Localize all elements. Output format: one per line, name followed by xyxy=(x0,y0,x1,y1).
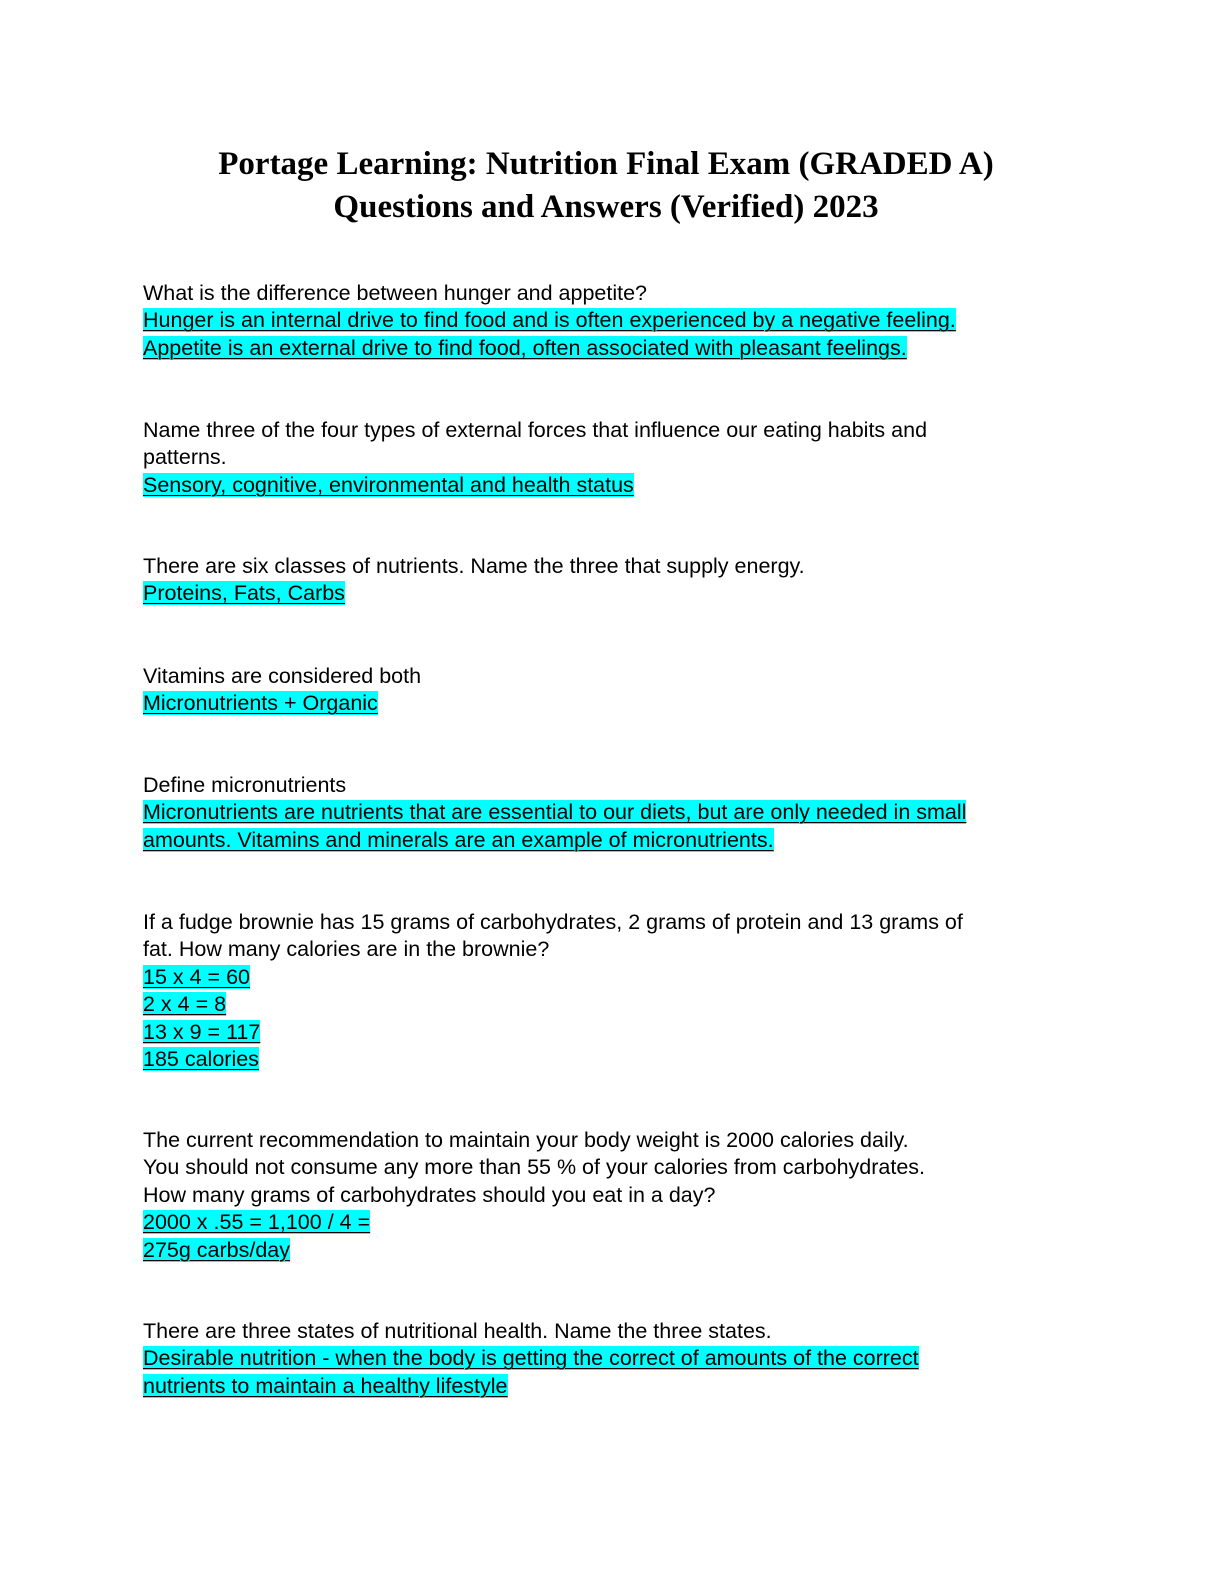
title-line-1: Portage Learning: Nutrition Final Exam (GRADED A) xyxy=(218,146,994,182)
answer-line: Hunger is an internal drive to find food and is often experienced by a negative feeling. xyxy=(143,308,956,333)
qa-block-1 xyxy=(143,280,1083,362)
answer-line: Micronutrients + Organic xyxy=(143,691,378,716)
qa-block-7 xyxy=(143,1127,1083,1264)
question-line: You should not consume any more than 55 % of your calories from carbohydrates. xyxy=(143,1155,925,1180)
answer-line: Sensory, cognitive, environmental and health status xyxy=(143,472,634,497)
answer-line: Micronutrients are nutrients that are essential to our diets, but are only needed in small xyxy=(143,800,967,825)
qa-block-2 xyxy=(143,417,1083,499)
question-line: fat. How many calories are in the brownie? xyxy=(143,937,550,962)
answer-line: 275g carbs/day xyxy=(143,1237,291,1262)
answer-line: 15 x 4 = 60 xyxy=(143,964,250,989)
question-line: Name three of the four types of external forces that influence our eating habits and xyxy=(143,418,928,442)
question-line: If a fudge brownie has 15 grams of carbohydrates, 2 grams of protein and 13 grams of xyxy=(143,910,963,934)
question-line: What is the difference between hunger and appetite? xyxy=(143,281,648,305)
question-line: There are six classes of nutrients. Name the three that supply energy. xyxy=(143,554,805,578)
question-line: patterns. xyxy=(143,445,227,470)
answer-line: Appetite is an external drive to find food, often associated with pleasant feelings. xyxy=(143,335,907,360)
qa-block-8 xyxy=(143,1318,1083,1400)
document-title xyxy=(0,143,1212,229)
qa-block-6 xyxy=(143,909,1083,1073)
qa-block-3 xyxy=(143,553,1083,608)
qa-block-4 xyxy=(143,663,1083,718)
answer-line: Proteins, Fats, Carbs xyxy=(143,581,345,606)
answer-line: amounts. Vitamins and minerals are an example of micronutrients. xyxy=(143,827,774,852)
answer-line: nutrients to maintain a healthy lifestyle xyxy=(143,1373,508,1398)
question-line: Define micronutrients xyxy=(143,773,347,797)
title-line-2: Questions and Answers (Verified) 2023 xyxy=(333,189,879,225)
answer-line: 13 x 9 = 117 xyxy=(143,1019,261,1044)
question-line: How many grams of carbohydrates should you eat in a day? xyxy=(143,1182,716,1207)
answer-line: 185 calories xyxy=(143,1047,259,1072)
answer-line: 2 x 4 = 8 xyxy=(143,992,227,1017)
qa-block-5 xyxy=(143,772,1083,854)
answer-line: Desirable nutrition - when the body is getting the correct of amounts of the correct xyxy=(143,1346,919,1371)
question-line: The current recommendation to maintain your body weight is 2000 calories daily. xyxy=(143,1128,909,1152)
question-line: There are three states of nutritional health. Name the three states. xyxy=(143,1319,772,1343)
question-line: Vitamins are considered both xyxy=(143,664,422,688)
answer-line: 2000 x .55 = 1,100 / 4 = xyxy=(143,1210,371,1235)
